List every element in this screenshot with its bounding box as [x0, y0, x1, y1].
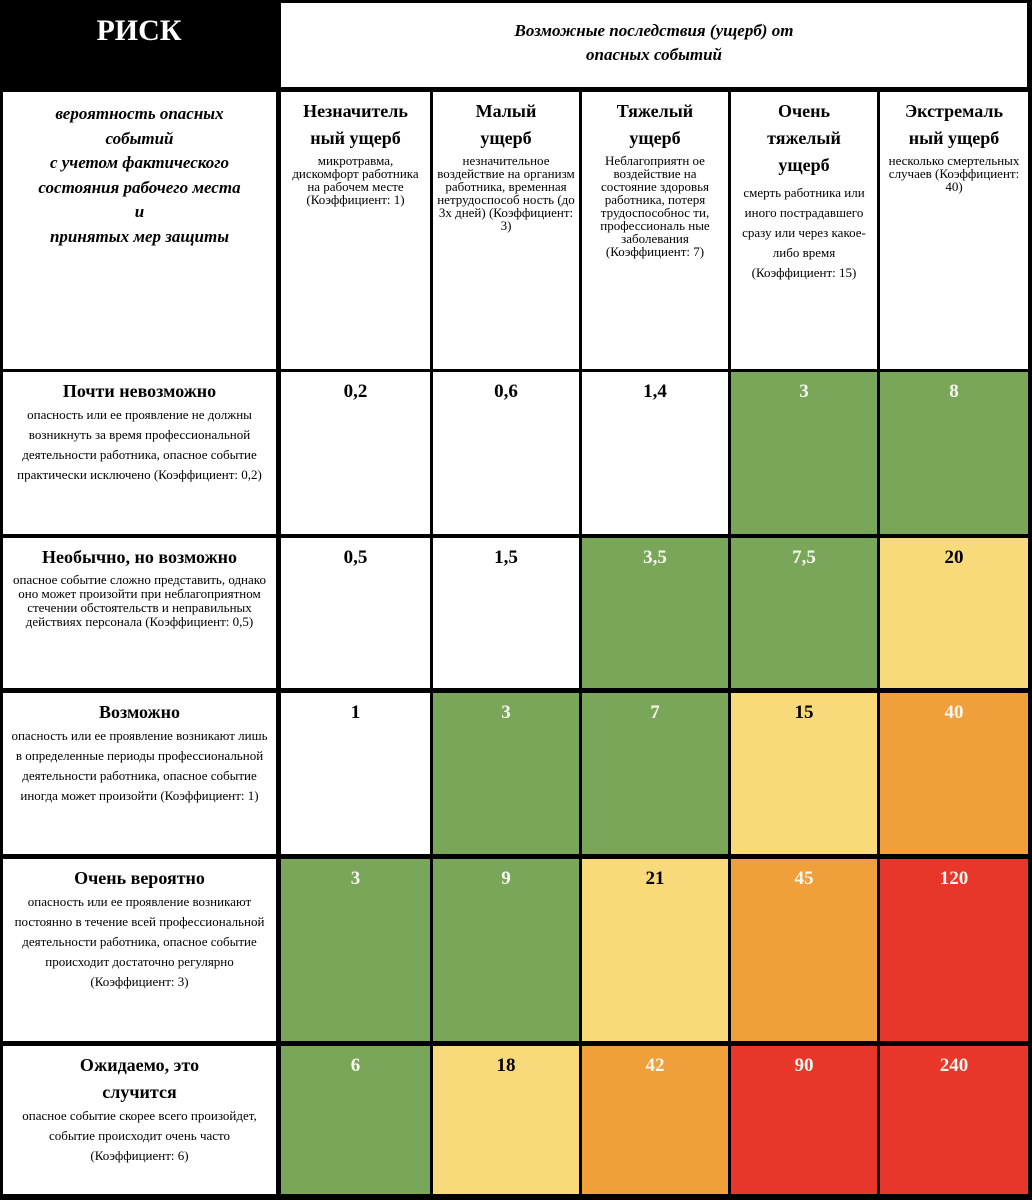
- risk-value: 0,5: [343, 547, 368, 568]
- consequences-title-line2: опасных событий: [585, 45, 723, 64]
- risk-value: 7,5: [792, 547, 816, 568]
- risk-cell: [880, 693, 1028, 854]
- risk-cell: [433, 1046, 579, 1194]
- row-header-possible: [3, 693, 276, 854]
- row-title: Необычно, но возможно: [41, 547, 237, 567]
- risk-cell: [731, 1046, 877, 1194]
- risk-cell: [582, 538, 728, 688]
- probability-title-line: с учетом фактического: [49, 153, 230, 172]
- column-description: Неблагоприятн ое воздействие на состояние здоровья работника, потеря трудоспособнос ти, профессиональ ные заболевания (Коэффициент: 7): [600, 153, 710, 259]
- row-description: опасность или ее проявление возникают постоянно в течение всей профессиональной деятельности работника, опасное событие происходит достаточно регулярно (Коэффициент: 3): [14, 894, 265, 989]
- risk-value: 240: [939, 1055, 969, 1076]
- column-header-minor: [433, 92, 579, 369]
- risk-value: 42: [645, 1055, 665, 1076]
- column-title: Очень: [777, 101, 831, 121]
- row-title: Ожидаемо, это: [79, 1055, 200, 1075]
- risk-cell: [880, 372, 1028, 534]
- risk-cell: [731, 693, 877, 854]
- risk-cell: [433, 859, 579, 1041]
- risk-cell: [281, 1046, 430, 1194]
- column-header-extreme: [880, 92, 1028, 369]
- risk-value: 6: [350, 1055, 361, 1076]
- risk-value: 3: [501, 702, 511, 723]
- risk-value: 1,5: [494, 547, 518, 568]
- risk-cell: [281, 538, 430, 688]
- probability-title-line: вероятность опасных: [55, 104, 224, 123]
- column-title: Тяжелый: [616, 101, 694, 121]
- row-header-very-likely: [3, 859, 276, 1041]
- column-title: ущерб: [629, 128, 681, 148]
- risk-value: 15: [794, 702, 814, 723]
- row-header-unusual-but-possible: [3, 538, 276, 688]
- risk-value: 40: [944, 702, 964, 723]
- risk-value: 8: [949, 381, 959, 402]
- column-title: Малый: [475, 101, 537, 121]
- risk-value: 0,2: [343, 381, 368, 402]
- probability-title-line: состояния рабочего места: [38, 177, 241, 197]
- column-title: ный ущерб: [908, 128, 1000, 148]
- risk-cell: [880, 538, 1028, 688]
- column-title: Незначитель: [303, 101, 408, 121]
- risk-value: 45: [794, 868, 814, 889]
- row-header-almost-impossible: [3, 372, 276, 534]
- row-description: опасное событие скорее всего произойдет, событие происходит очень часто (Коэффициент: 6): [22, 1108, 257, 1163]
- column-description: микротравма, дискомфорт работника на рабочем месте (Коэффициент: 1): [292, 153, 419, 207]
- risk-cell: [731, 859, 877, 1041]
- risk-cell: [433, 693, 579, 854]
- column-title: Экстремаль: [904, 101, 1004, 121]
- column-title: ущерб: [778, 155, 830, 175]
- row-description: опасность или ее проявление не должны возникнуть за время профессиональной деятельности работника, опасное событие практически исключено (Коэффициент: 0,2): [17, 407, 262, 482]
- row-description: опасность или ее проявление возникают лишь в определенные периоды профессиональной деятельности работника, опасное событие иногда может произойти (Коэффициент: 1): [11, 728, 268, 803]
- risk-value: 3,5: [643, 547, 667, 568]
- row-description: опасное событие сложно представить, однако оно может произойти при неблагоприятном стечении обстоятельств и неправильных действиях персонала (Коэффициент: 0,5): [13, 572, 266, 629]
- probability-title-line: событий: [105, 128, 174, 148]
- risk-cell: [731, 372, 877, 534]
- column-description: смерть работника или иного пострадавшего сразу или через какое-либо время (Коэффициент: 15): [742, 185, 866, 280]
- probability-title-line: и: [134, 202, 145, 221]
- column-header-insignificant: [281, 92, 430, 369]
- consequences-title: [281, 3, 1027, 87]
- risk-cell: [281, 372, 430, 534]
- row-header-expected: [3, 1046, 276, 1194]
- risk-title: [0, 0, 278, 65]
- consequences-title-line1: Возможные последствия (ущерб) от: [514, 21, 794, 40]
- column-description: незначительное воздействие на организм работника, временная нетрудоспособ ность (до 3х дней) (Коэффициент: 3): [437, 153, 575, 233]
- probability-title: [3, 92, 276, 369]
- column-description: несколько смертельных случаев (Коэффициент: 40): [888, 153, 1020, 194]
- probability-title-line: принятых мер защиты: [49, 226, 230, 246]
- risk-cell: [880, 1046, 1028, 1194]
- risk-cell: [433, 372, 579, 534]
- risk-value: 120: [939, 868, 969, 889]
- column-header-severe: [582, 92, 728, 369]
- column-header-very-severe: [731, 92, 877, 369]
- column-title: ный ущерб: [310, 128, 401, 148]
- risk-title-text: РИСК: [96, 14, 182, 47]
- risk-cell: [281, 859, 430, 1041]
- risk-cell: [433, 538, 579, 688]
- risk-cell: [582, 1046, 728, 1194]
- risk-cell: [281, 693, 430, 854]
- risk-cell: [582, 693, 728, 854]
- row-title: Почти невозможно: [62, 381, 217, 401]
- risk-cell: [582, 859, 728, 1041]
- risk-value: 20: [944, 547, 964, 568]
- risk-value: 7: [650, 702, 660, 723]
- column-title: тяжелый: [767, 128, 841, 148]
- risk-value: 21: [645, 868, 665, 889]
- risk-value: 1,4: [643, 381, 667, 402]
- risk-value: 0,6: [494, 381, 518, 402]
- risk-value: 1: [350, 702, 361, 723]
- risk-value: 90: [794, 1055, 814, 1076]
- row-title: Очень вероятно: [74, 868, 205, 888]
- risk-value: 3: [350, 868, 361, 889]
- risk-value: 9: [501, 868, 511, 889]
- risk-value: 18: [496, 1055, 516, 1076]
- column-title: ущерб: [480, 128, 532, 148]
- risk-value: 3: [799, 381, 809, 402]
- row-title: Возможно: [99, 702, 180, 722]
- risk-cell: [731, 538, 877, 688]
- row-title: случится: [102, 1082, 177, 1102]
- risk-cell: [880, 859, 1028, 1041]
- risk-cell: [582, 372, 728, 534]
